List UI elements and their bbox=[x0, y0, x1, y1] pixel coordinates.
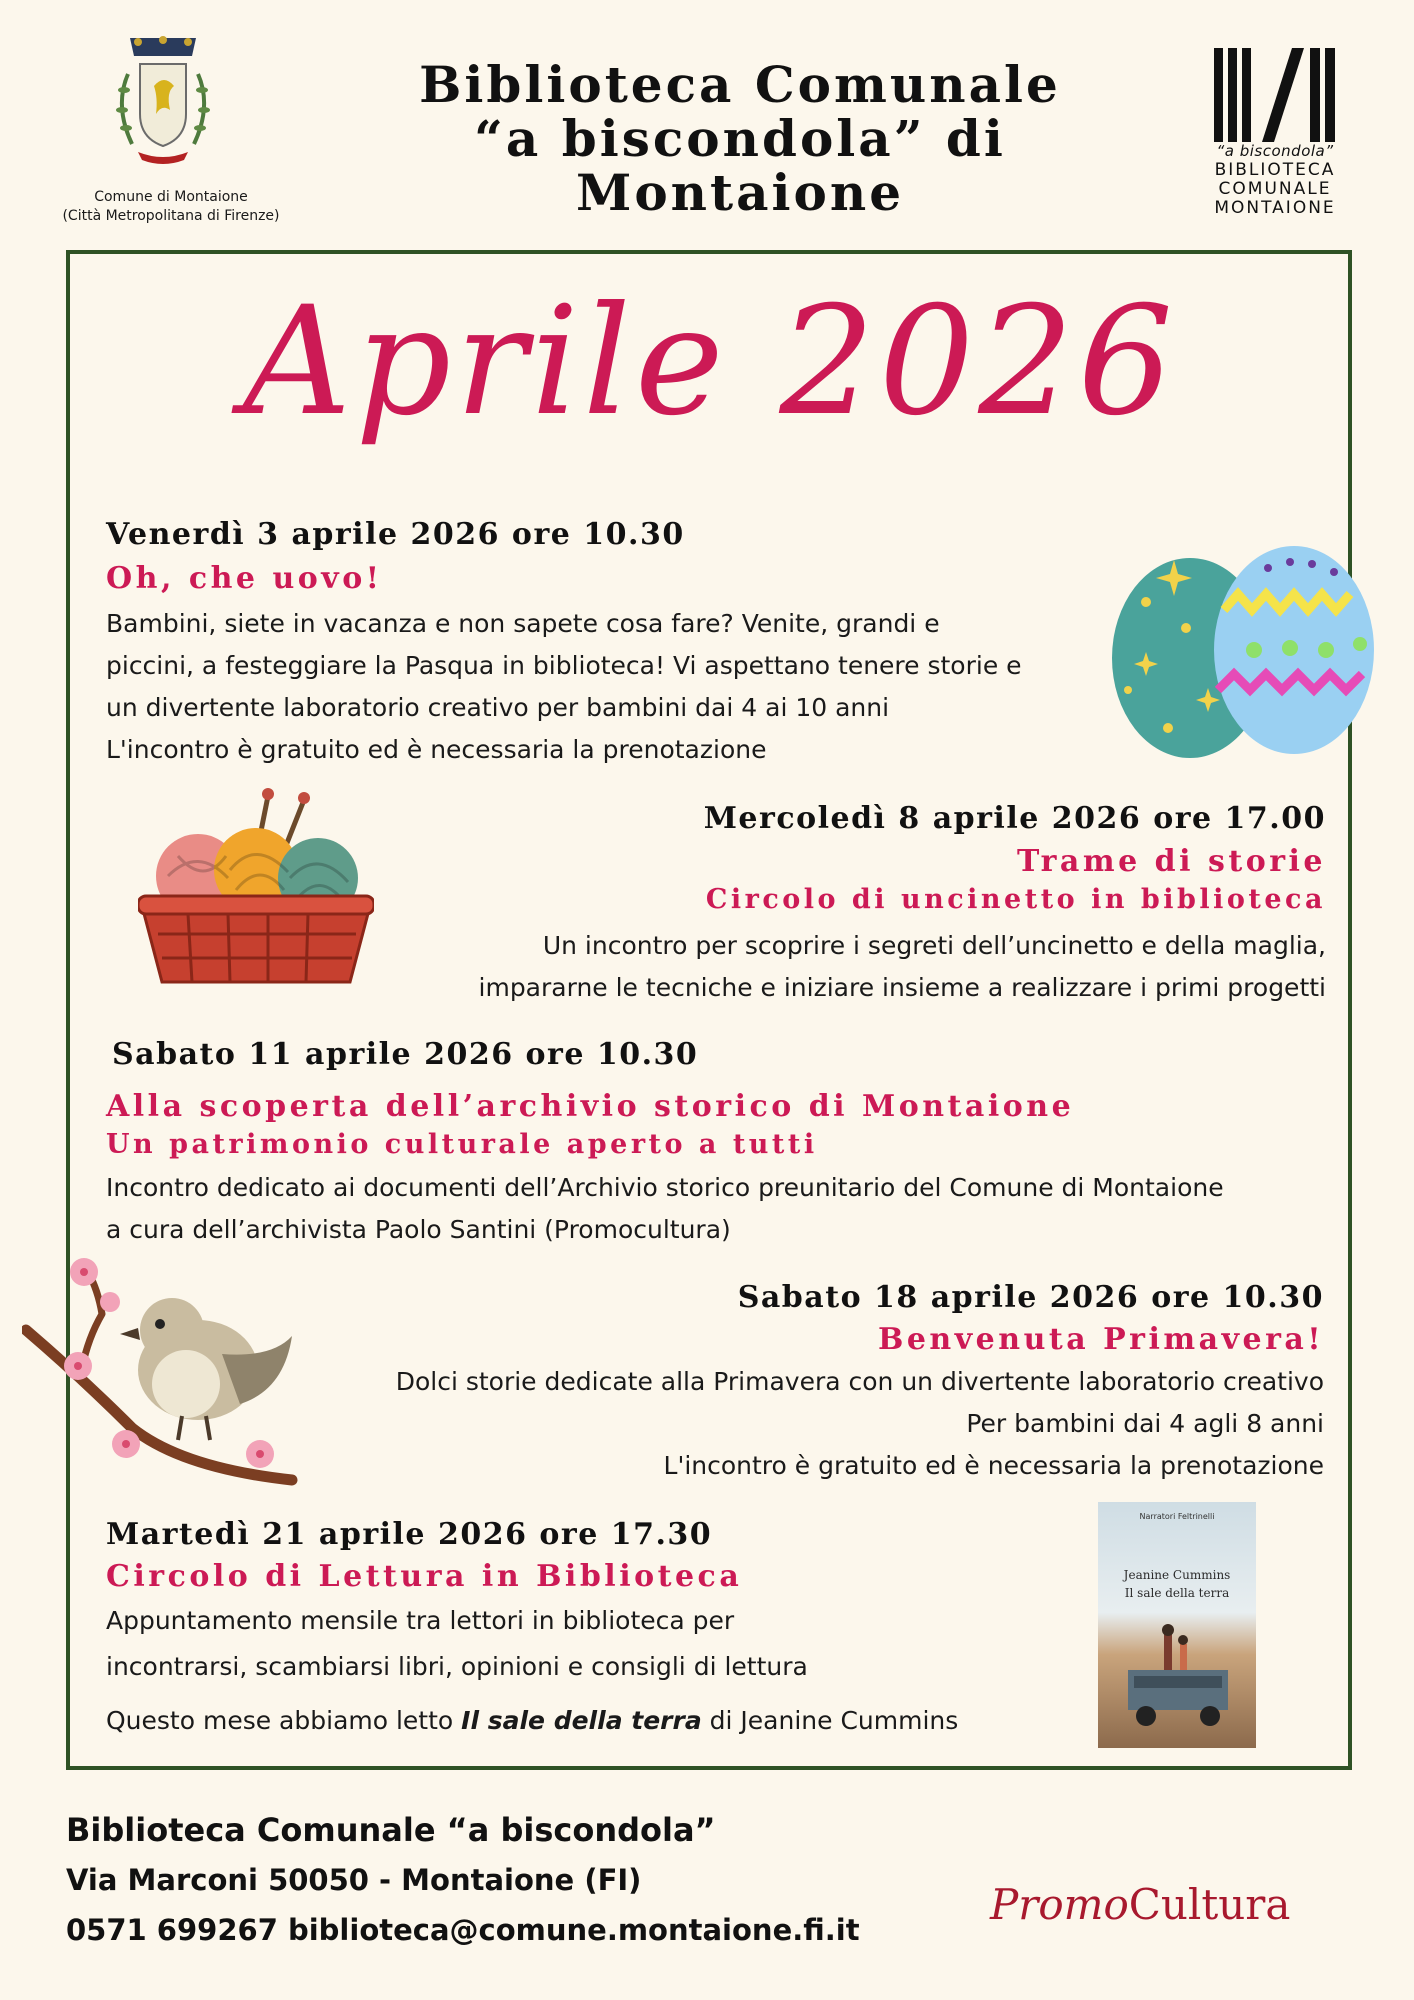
event-4-line-1: Dolci storie dedicate alla Primavera con un divertente laboratorio creativo bbox=[395, 1367, 1324, 1396]
yarn-basket-icon bbox=[138, 786, 374, 992]
book-cover-title: Il sale della terra bbox=[1124, 1586, 1230, 1600]
month-title: Aprile 2026 bbox=[242, 275, 1178, 449]
library-title-line-1: Biblioteca Comunale bbox=[419, 55, 1061, 114]
event-3-line-2: a cura dell’archivista Paolo Santini (Promocultura) bbox=[106, 1215, 731, 1244]
event-2-line-2: impararne le tecniche e iniziare insieme a realizzare i primi progetti bbox=[478, 973, 1326, 1002]
promocultura-logo bbox=[990, 1880, 1320, 1929]
event-2-date: Mercoledì 8 aprile 2026 ore 17.00 bbox=[703, 801, 1326, 836]
event-2-title: Trame di storie bbox=[1016, 844, 1326, 879]
footer-address: Via Marconi 50050 - Montaione (FI) bbox=[66, 1863, 642, 1897]
truck-illustration-icon bbox=[1098, 1612, 1256, 1748]
logo-line-1: “a biscondola” bbox=[1216, 142, 1334, 160]
event-3-line-1: Incontro dedicato ai documenti dell’Archivio storico preunitario del Comune di Montaione bbox=[106, 1173, 1224, 1202]
promo-text-a: Promo bbox=[990, 1880, 1129, 1929]
library-logo-icon bbox=[1212, 46, 1338, 144]
event-3-subtitle: Un patrimonio culturale aperto a tutti bbox=[106, 1129, 818, 1160]
event-4-line-2: Per bambini dai 4 agli 8 anni bbox=[966, 1409, 1324, 1438]
event-2-line-1: Un incontro per scoprire i segreti dell’uncinetto e della maglia, bbox=[542, 931, 1326, 960]
library-title-line-2: “a biscondola” di Montaione bbox=[474, 109, 1006, 222]
event-4-title: Benvenuta Primavera! bbox=[877, 1322, 1324, 1357]
event-2-subtitle: Circolo di uncinetto in biblioteca bbox=[705, 884, 1326, 915]
easter-eggs-icon bbox=[1108, 540, 1378, 770]
event-3-title: Alla scoperta dell’archivio storico di Montaione bbox=[106, 1089, 1075, 1124]
comune-line-1: Comune di Montaione bbox=[94, 189, 248, 205]
event-3-date: Sabato 11 aprile 2026 ore 10.30 bbox=[112, 1037, 699, 1072]
event-1-title: Oh, che uovo! bbox=[106, 561, 383, 596]
event-1-line-2: piccini, a festeggiare la Pasqua in biblioteca! Vi aspettano tenere storie e bbox=[106, 651, 1022, 680]
event-5-date: Martedì 21 aprile 2026 ore 17.30 bbox=[106, 1517, 713, 1552]
event-5-line-1: Appuntamento mensile tra lettori in biblioteca per bbox=[106, 1606, 735, 1635]
read-book-title: Il sale della terra bbox=[461, 1706, 702, 1735]
footer-contact: 0571 699267 biblioteca@comune.montaione.fi.it bbox=[66, 1913, 860, 1947]
event-5-title: Circolo di Lettura in Biblioteca bbox=[106, 1559, 743, 1594]
book-cover bbox=[1098, 1502, 1256, 1748]
book-cover-publisher: Narratori Feltrinelli bbox=[1139, 1512, 1215, 1521]
event-5-read-line bbox=[106, 1700, 958, 1742]
bird-on-branch-icon bbox=[22, 1258, 298, 1492]
comune-line-2: (Città Metropolitana di Firenze) bbox=[62, 208, 280, 224]
event-1-line-3: un divertente laboratorio creativo per bambini dai 4 ai 10 anni bbox=[106, 693, 890, 722]
event-1-line-4: L'incontro è gratuito ed è necessaria la prenotazione bbox=[106, 735, 767, 764]
event-1-line-1: Bambini, siete in vacanza e non sapete cosa fare? Venite, grandi e bbox=[106, 609, 940, 638]
municipal-crest-icon bbox=[108, 34, 218, 174]
event-5-line-2: incontrarsi, scambiarsi libri, opinioni e consigli di lettura bbox=[106, 1652, 808, 1681]
comune-name bbox=[40, 188, 302, 226]
logo-line-3: COMUNALE bbox=[1218, 179, 1332, 199]
logo-line-2: BIBLIOTECA bbox=[1214, 160, 1336, 180]
read-suffix: di Jeanine Cummins bbox=[701, 1706, 959, 1735]
event-1-date: Venerdì 3 aprile 2026 ore 10.30 bbox=[106, 517, 685, 552]
library-title bbox=[330, 55, 1150, 222]
promo-text-b: Cultura bbox=[1128, 1880, 1291, 1929]
logo-line-4: MONTAIONE bbox=[1214, 198, 1336, 218]
book-cover-author: Jeanine Cummins bbox=[1123, 1568, 1231, 1582]
footer-library-name: Biblioteca Comunale “a biscondola” bbox=[66, 1811, 716, 1849]
read-prefix: Questo mese abbiamo letto bbox=[106, 1706, 462, 1735]
event-4-date: Sabato 18 aprile 2026 ore 10.30 bbox=[737, 1280, 1324, 1315]
event-4-line-3: L'incontro è gratuito ed è necessaria la prenotazione bbox=[663, 1451, 1324, 1480]
library-logo-text bbox=[1200, 142, 1350, 218]
